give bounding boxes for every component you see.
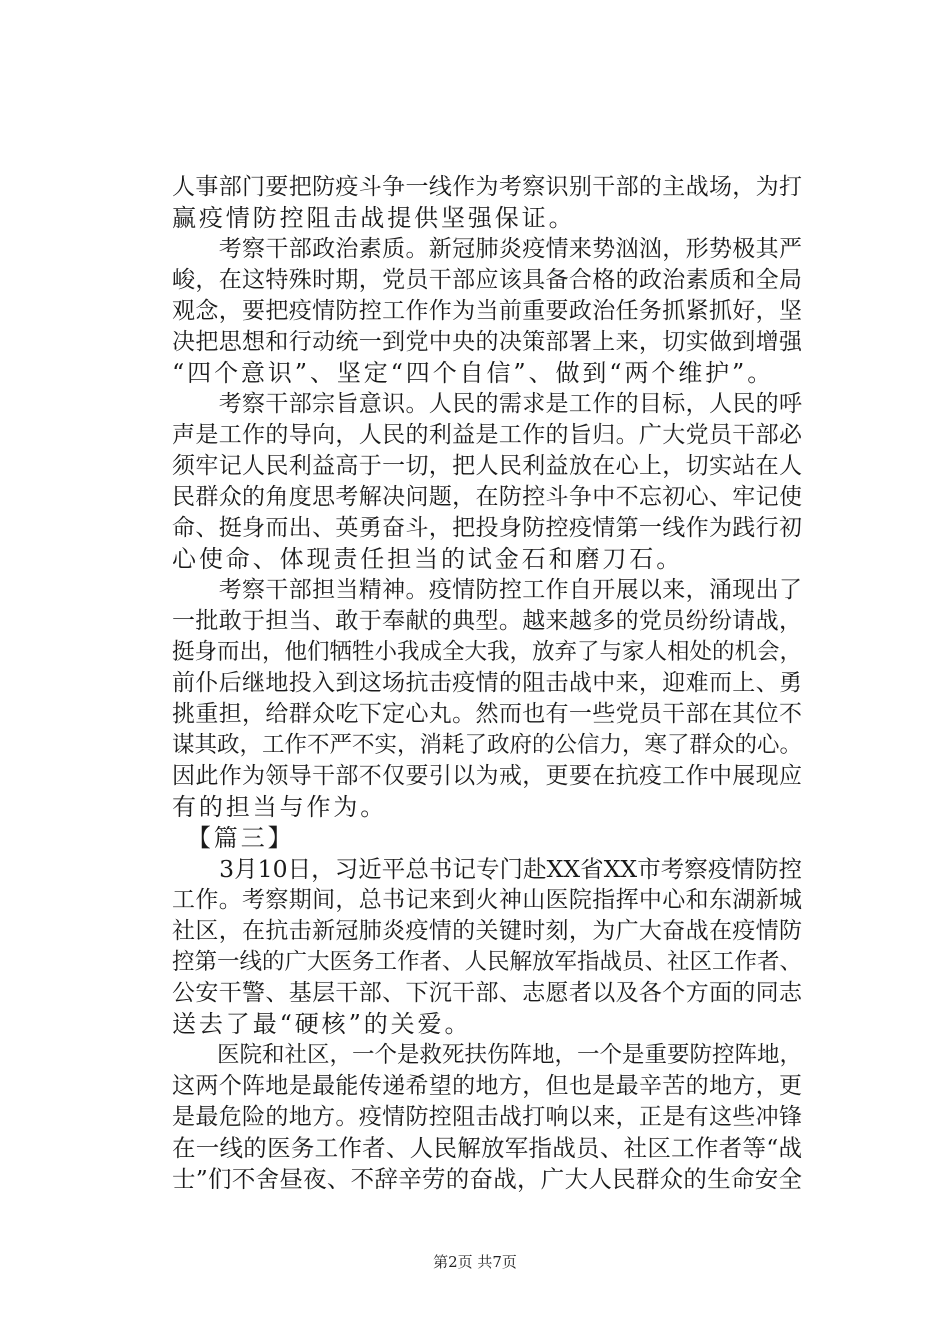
- text-line: 考察干部宗旨意识。人民的需求是工作的目标，人民的呼: [172, 391, 802, 417]
- text-line: 声是工作的导向，人民的利益是工作的旨归。广大党员干部必: [172, 422, 802, 448]
- text-line: 前仆后继地投入到这场抗击疫情的阻击战中来，迎难而上、勇: [172, 670, 802, 696]
- text-line: 谋其政，工作不严不实，消耗了政府的公信力，寒了群众的心。: [172, 732, 803, 758]
- text-line: 因此作为领导干部不仅要引以为戒，更要在抗疫工作中展现应: [172, 763, 802, 789]
- text-line: 心使命、体现责任担当的试金石和磨刀石。: [172, 545, 684, 573]
- text-line: 公安干警、基层干部、下沉干部、志愿者以及各个方面的同志: [172, 980, 802, 1006]
- text-line: “四个意识”、坚定“四个自信”、做到“两个维护”。: [172, 359, 775, 387]
- text-line: 峻，在这特殊时期，党员干部应该具备合格的政治素质和全局: [172, 267, 802, 293]
- text-line: 挺身而出，他们牺牲小我成全大我，放弃了与家人相处的机会，: [172, 639, 803, 665]
- text-line: 决把思想和行动统一到党中央的决策部署上来，切实做到增强: [172, 329, 802, 355]
- text-line: 是最危险的地方。疫情防控阻击战打响以来，正是有这些冲锋: [172, 1104, 802, 1130]
- text-line: 观念，要把疫情防控工作作为当前重要政治任务抓紧抓好，坚: [172, 298, 802, 324]
- text-line: 送去了最“硬核”的关爱。: [172, 1010, 472, 1038]
- text-line: 民群众的角度思考解决问题，在防控斗争中不忘初心、牢记使: [172, 484, 802, 510]
- text-line: 3月10日，习近平总书记专门赴XX省XX市考察疫情防控: [172, 855, 802, 883]
- document-body: [172, 172, 802, 1195]
- text-line: 有的担当与作为。: [172, 793, 388, 821]
- text-line: 控第一线的广大医务工作者、人民解放军指战员、社区工作者、: [172, 949, 803, 975]
- text-line: 人事部门要把防疫斗争一线作为考察识别干部的主战场，为打: [172, 174, 802, 200]
- text-line: 工作。考察期间，总书记来到火神山医院指挥中心和东湖新城: [172, 887, 802, 913]
- text-line: 考察干部担当精神。疫情防控工作自开展以来，涌现出了: [172, 577, 802, 603]
- text-line: 社区，在抗击新冠肺炎疫情的关键时刻，为广大奋战在疫情防: [172, 918, 802, 944]
- page-footer: 第2页 共7页: [433, 1253, 517, 1271]
- text-line: 在一线的医务工作者、人民解放军指战员、社区工作者等“战: [172, 1134, 802, 1162]
- text-line: 挑重担，给群众吃下定心丸。然而也有一些党员干部在其位不: [172, 701, 802, 727]
- text-line: 命、挺身而出、英勇奋斗，把投身防控疫情第一线作为践行初: [172, 515, 802, 541]
- text-line: 须牢记人民利益高于一切，把人民利益放在心上，切实站在人: [172, 453, 802, 479]
- text-line: 医院和社区，一个是救死扶伤阵地，一个是重要防控阵地，: [172, 1042, 803, 1068]
- text-line: 士”们不舍昼夜、不辞辛劳的奋战，广大人民群众的生命安全: [172, 1165, 802, 1193]
- text-line: 一批敢于担当、敢于奉献的典型。越来越多的党员纷纷请战，: [172, 608, 802, 634]
- text-line: 这两个阵地是最能传递希望的地方，但也是最辛苦的地方，更: [172, 1073, 802, 1099]
- text-line: 【篇三】: [172, 824, 295, 852]
- text-line: 考察干部政治素质。新冠肺炎疫情来势汹汹，形势极其严: [172, 236, 802, 262]
- text-line: 赢疫情防控阻击战提供坚强保证。: [172, 204, 576, 232]
